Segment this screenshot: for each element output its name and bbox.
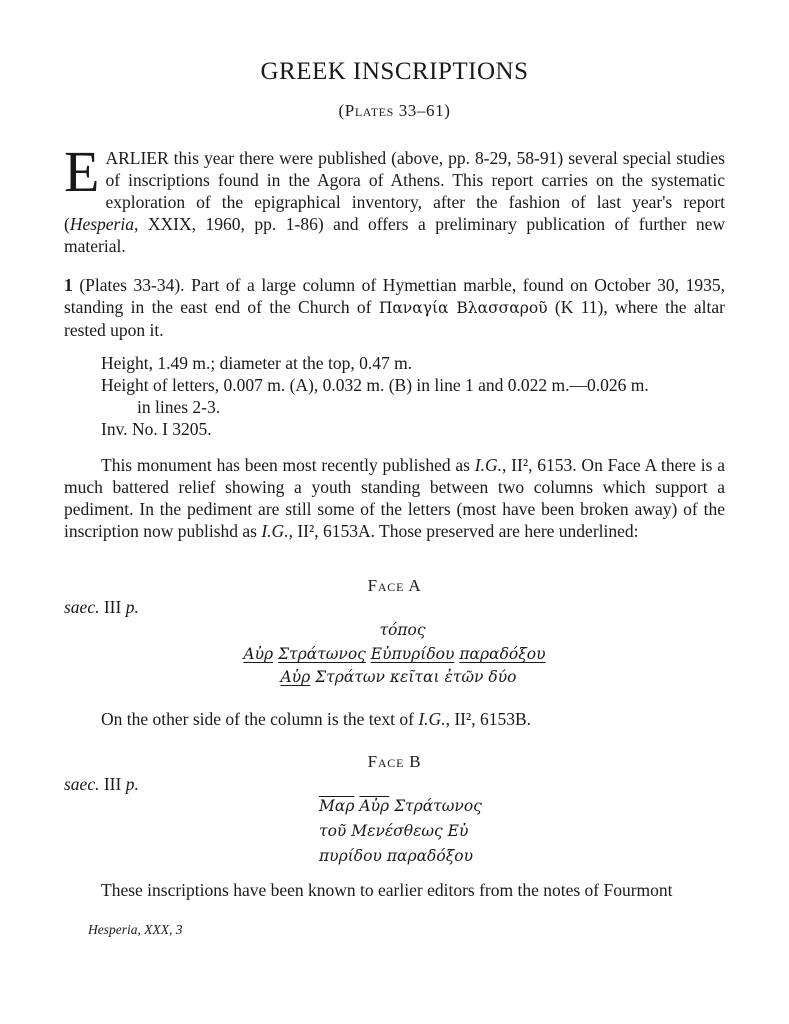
greek-word: $\overline{M\alpha\rho}$ (319, 797, 355, 815)
saec-label: saec. (64, 597, 100, 617)
face-b-date (64, 774, 139, 795)
face-b-line-1 (319, 797, 619, 815)
century-numeral: III (103, 774, 122, 794)
plates-reference: (Plates 33–61) (338, 101, 451, 120)
other-side-text: On the other side of the column is the text of (101, 709, 419, 729)
church-name: Παναγία Βλασσαροῦ (378, 299, 548, 317)
greek-word: δύο (488, 668, 517, 686)
intro-paragraph (64, 139, 725, 257)
monument-paragraph (64, 454, 725, 542)
monument-text: This monument has been most recently published as (101, 455, 475, 475)
closing-line: These inscriptions have been known to earlier editors from the notes of Fourmont (101, 880, 673, 900)
other-side-line (101, 709, 531, 730)
other-side-text-end: , II², 6153B. (445, 709, 532, 729)
saec-label: saec. (64, 774, 100, 794)
entry-text-end: (K 11), where the altar rested upon it. (64, 297, 725, 340)
page-title: GREEK INSCRIPTIONS (260, 58, 529, 85)
drop-cap: E (64, 139, 100, 204)
letter-height-cont: in lines 2-3. (137, 397, 221, 417)
face-a-line-2 (0, 645, 789, 663)
face-a-line-3 (4, 668, 789, 686)
greek-word: Στράτων (315, 668, 385, 686)
greek-word: $\overline{Aὐ\rho}$ (359, 797, 390, 815)
monument-text-end: , II², 6153A. Those preserved are here underlined: (288, 521, 639, 541)
face-a-heading: Face A (367, 576, 422, 595)
century-numeral: III (103, 597, 122, 617)
intro-text-end: , XXIX, 1960, pp. 1-86) and offers a preliminary publication of further new material. (64, 214, 725, 256)
entry-number: 1 (64, 275, 73, 295)
face-a-date (64, 597, 139, 618)
footer-signature: Hesperia, XXX, 3 (88, 922, 183, 937)
post-label: p. (125, 774, 139, 794)
face-a-line-1: τόπος (379, 621, 426, 639)
intro-text: ARLIER this year there were published (above, pp. 8-29, 58-91) several special studies of inscriptions found in the Agora of Athens. This report carries on the systematic exploration of the epigraphical inventory, after the fashion of last year's report ( (64, 148, 725, 234)
face-b-line-3: πυρίδου παραδόξου (319, 847, 474, 865)
post-label: p. (125, 597, 139, 617)
greek-word: παραδόξου (459, 645, 546, 663)
greek-word: Αὐρ (243, 645, 274, 663)
dimensions-line: Height, 1.49 m.; diameter at the top, 0.47 m. (101, 353, 413, 373)
entry-text: (Plates 33-34). Part of a large column of Hymettian marble, found on October 30, 1935, standing in the east end of the Church of (64, 275, 725, 317)
greek-word: Στράτωνος (394, 797, 482, 815)
greek-word: Στράτωνος (278, 645, 366, 663)
journal-name: Hesperia (69, 214, 134, 234)
inventory-number: Inv. No. I 3205. (101, 419, 212, 439)
greek-word: Εὐπυρίδου (370, 645, 455, 663)
ig-ref: I.G. (261, 521, 289, 541)
greek-word: ἐτῶν (444, 668, 484, 686)
ig-ref: I.G. (474, 455, 502, 475)
monument-text-mid: , II², 6153. On Face A there is a much battered relief showing a youth standing between two columns which support a pediment. In the pediment are still some of the letters (most have been broken away) of the inscription now publishd as (64, 455, 725, 541)
greek-word: κεῖται (389, 668, 440, 686)
ig-ref: I.G. (418, 709, 446, 729)
letter-height-line: Height of letters, 0.007 m. (A), 0.032 m. (B) in line 1 and 0.022 m.—0.026 m. (101, 375, 649, 395)
face-b-heading: Face B (367, 752, 422, 771)
greek-word: Αὐρ (280, 668, 311, 686)
entry-paragraph (64, 274, 725, 341)
face-b-line-2: τοῦ Μενέσθεως Εὐ (319, 822, 469, 840)
